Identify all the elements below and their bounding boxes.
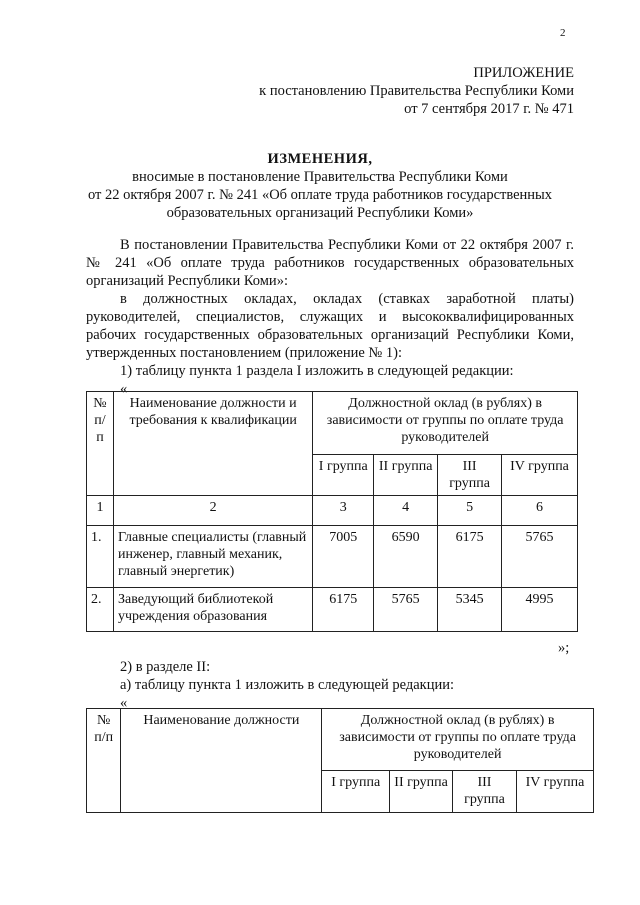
page-number: 2 — [560, 27, 566, 39]
index-cell: 3 — [313, 496, 374, 526]
header-salary: Должностной оклад (в рублях) в зависимости от группы по оплате труда руководителей — [313, 392, 578, 455]
group-header: III группа — [453, 771, 517, 813]
document-title — [0, 150, 640, 222]
row-value: 5765 — [374, 588, 438, 632]
salary-table-1 — [86, 391, 578, 632]
paragraph: В постановлении Правительства Республики Коми от 22 октября 2007 г. № 241 «Об оплате труда работников государственных образовательных организаций Республики Коми»: — [86, 237, 574, 289]
row-value: 5765 — [502, 526, 578, 588]
open-quote: « — [120, 381, 128, 397]
row-num: 2. — [87, 588, 114, 632]
row-value: 6175 — [313, 588, 374, 632]
close-quote: »; — [558, 640, 570, 656]
row-value: 4995 — [502, 588, 578, 632]
row-position: Главные специалисты (главный инженер, главный механик, главный энергетик) — [113, 526, 312, 588]
appendix-title: ПРИЛОЖЕНИЕ — [473, 65, 574, 81]
body-text-2 — [86, 658, 574, 712]
index-cell: 5 — [438, 496, 502, 526]
group-header: II группа — [390, 771, 453, 813]
group-header: I группа — [313, 455, 374, 496]
index-cell: 4 — [374, 496, 438, 526]
group-header: I группа — [322, 771, 390, 813]
paragraph: 2) в разделе II: — [120, 659, 211, 675]
row-value: 5345 — [438, 588, 502, 632]
title-line: вносимые в постановление Правительства Республики Коми — [132, 169, 508, 185]
appendix-line: от 7 сентября 2017 г. № 471 — [404, 101, 574, 117]
paragraph: 1) таблицу пункта 1 раздела I изложить в следующей редакции: — [120, 363, 514, 379]
row-value: 6590 — [374, 526, 438, 588]
header-position: Наименование должности — [121, 709, 322, 813]
paragraph: а) таблицу пункта 1 изложить в следующей редакции: — [120, 677, 455, 693]
index-cell: 1 — [87, 496, 114, 526]
header-num: № п/п — [87, 392, 114, 496]
header-num: № п/п — [87, 709, 121, 813]
group-header: III группа — [438, 455, 502, 496]
appendix-block — [259, 64, 574, 118]
header-position: Наименование должности и требования к квалификации — [113, 392, 312, 496]
title-line: от 22 октября 2007 г. № 241 «Об оплате труда работников государственных — [87, 187, 553, 203]
paragraph: в должностных окладах, окладах (ставках заработной платы) руководителей, специалистов, служащих и высококвалифицированных рабочих государственных образовательных организаций Республики Коми, утвержденных постановлением (приложение № 1): — [86, 291, 574, 361]
group-header: IV группа — [516, 771, 593, 813]
body-text — [86, 236, 574, 398]
appendix-line: к постановлению Правительства Республики Коми — [259, 83, 574, 99]
index-cell: 6 — [502, 496, 578, 526]
salary-table-2 — [86, 708, 594, 813]
index-cell: 2 — [113, 496, 312, 526]
group-header: II группа — [374, 455, 438, 496]
row-value: 6175 — [438, 526, 502, 588]
title-line: образовательных организаций Республики Коми» — [166, 205, 474, 221]
row-position: Заведующий библиотекой учреждения образования — [113, 588, 312, 632]
row-value: 7005 — [313, 526, 374, 588]
group-header: IV группа — [502, 455, 578, 496]
table-row — [87, 588, 578, 632]
header-salary: Должностной оклад (в рублях) в зависимости от группы по оплате труда руководителей — [322, 709, 594, 771]
row-num: 1. — [87, 526, 114, 588]
open-quote: « — [120, 695, 128, 711]
table-row — [87, 526, 578, 588]
title-heading: ИЗМЕНЕНИЯ, — [267, 151, 373, 167]
